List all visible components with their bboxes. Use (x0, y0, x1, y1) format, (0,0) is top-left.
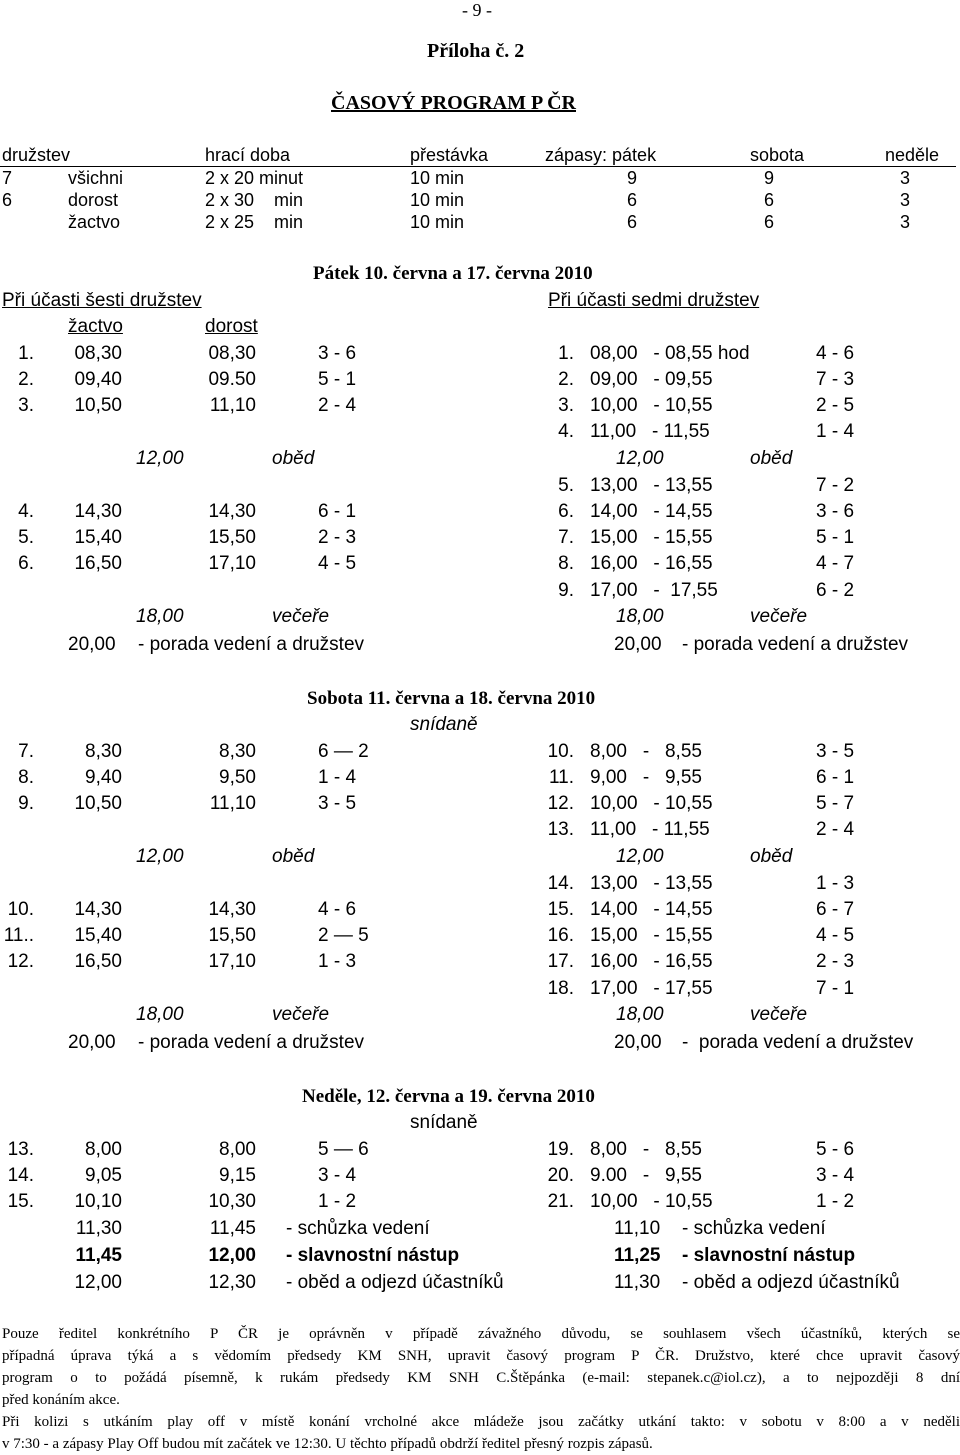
match-time-range: 14,00 - 14,55 (590, 899, 713, 920)
table-cell: 6 (627, 190, 638, 210)
match-time-range: 10,00 - 10,55 (590, 1191, 713, 1212)
friday-dinner-time-left: 18,00 (136, 606, 184, 627)
match-pairing: 3 - 5 (816, 741, 855, 762)
match-pairing: 3 - 4 (318, 1165, 357, 1186)
match-time-range: 08,00 - 08,55 hod (590, 343, 750, 364)
match-number: 16. (547, 925, 574, 946)
match-pairing: 1 - 3 (318, 951, 357, 972)
table-header-saturday: sobota (750, 145, 805, 165)
table-cell: 3 (900, 190, 911, 210)
match-pairing: 5 - 7 (816, 793, 855, 814)
match-time-range: 13,00 - 13,55 (590, 475, 713, 496)
match-number: 10. (547, 741, 574, 762)
match-pairing: 6 - 1 (318, 501, 357, 522)
match-number: 13. (547, 819, 574, 840)
friday-dinner-right: večeře (750, 606, 808, 627)
match-number: 3. (558, 395, 574, 416)
event-description: - slavnostní nástup (286, 1245, 460, 1266)
match-pairing: 5 - 6 (816, 1139, 855, 1160)
match-number: 15. (547, 899, 574, 920)
match-number: 8. (18, 767, 34, 788)
match-time-dorost: 8,30 (219, 741, 256, 762)
match-number: 19. (547, 1139, 574, 1160)
match-number: 20. (547, 1165, 574, 1186)
match-number: 6. (18, 553, 34, 574)
friday-six-teams-heading: Při účasti šesti družstev (2, 290, 202, 311)
match-number: 9. (18, 793, 34, 814)
saturday-dinner-left: večeře (272, 1004, 330, 1025)
footer-line: Pouze ředitel konkrétního P ČR je oprávněn v případě závažného důvodu, se souhlasem všech účastníků, kterých se (2, 1326, 960, 1342)
match-time-range: 13,00 - 13,55 (590, 873, 713, 894)
match-time-dorost: 9,50 (219, 767, 256, 788)
match-pairing: 4 - 7 (816, 553, 855, 574)
match-time-range: 10,00 - 10,55 (590, 395, 713, 416)
footer-line: v 7:30 - a zápasy Play Off budou mít začátek ve 12:30. U těchto případů obdrží ředitel přesný rozpis zápasů. (2, 1436, 653, 1452)
match-time-zactvo: 8,00 (85, 1139, 122, 1160)
match-time-dorost: 11,10 (209, 395, 256, 416)
match-time-range: 9.00 - 9,55 (590, 1165, 702, 1186)
saturday-lunch-time-right: 12,00 (616, 846, 664, 867)
footer-notes (2, 1323, 960, 1455)
match-time-dorost: 8,00 (219, 1139, 256, 1160)
event-time-end: 11,45 (209, 1218, 256, 1239)
table-cell: 10 min (410, 190, 465, 210)
event-time-start: 11,30 (75, 1218, 122, 1239)
match-number: 15. (7, 1191, 34, 1212)
friday-lunch-right: oběd (750, 448, 793, 469)
match-pairing: 7 - 1 (816, 978, 855, 999)
match-pairing: 1 - 3 (816, 873, 855, 894)
friday-dinner-time-right: 18,00 (616, 606, 664, 627)
friday-seven-teams-heading: Při účasti sedmi družstev (548, 290, 760, 311)
table-header-break: přestávka (410, 145, 489, 165)
event-time: 11,30 (614, 1272, 661, 1293)
table-cell: žactvo (68, 212, 121, 232)
table-cell: všichni (68, 168, 124, 188)
friday-meeting-right: - porada vedení a družstev (682, 634, 909, 655)
match-pairing: 3 - 5 (318, 793, 357, 814)
table-cell: 2 x 30 min (205, 190, 304, 210)
match-time-range: 15,00 - 15,55 (590, 925, 713, 946)
friday-lunch-time-left: 12,00 (136, 448, 184, 469)
footer-line: program o to požádá písemně, k rukám předsedy KM SNH C.Štěpánka (e-mail: stepanek.c@iol.cz), a to nejpozději 8 dní (2, 1370, 960, 1386)
match-pairing: 1 - 2 (816, 1191, 855, 1212)
event-time: 11,10 (614, 1218, 661, 1239)
table-header-game-time: hrací doba (205, 145, 291, 165)
match-time-dorost: 10,30 (208, 1191, 256, 1212)
friday-meeting-left: - porada vedení a družstev (138, 634, 365, 655)
table-header-sunday: neděle (885, 145, 940, 165)
friday-dinner-left: večeře (272, 606, 330, 627)
match-time-dorost: 09.50 (208, 369, 256, 390)
match-number: 13. (7, 1139, 34, 1160)
match-time-zactvo: 15,40 (74, 527, 122, 548)
match-time-zactvo: 16,50 (74, 951, 122, 972)
friday-col-dorost: dorost (205, 316, 258, 337)
table-cell: dorost (68, 190, 119, 210)
match-pairing: 3 - 6 (816, 501, 855, 522)
match-time-range: 11,00 - 11,55 (590, 819, 710, 840)
saturday-lunch-right: oběd (750, 846, 793, 867)
sunday-breakfast: snídaně (410, 1112, 478, 1133)
table-cell: 9 (627, 168, 638, 188)
match-pairing: 4 - 6 (816, 343, 855, 364)
table-header-friday: zápasy: pátek (545, 145, 657, 165)
saturday-meeting-time-left: 20,00 (68, 1032, 116, 1053)
match-number: 5. (18, 527, 34, 548)
event-description: - schůzka vedení (286, 1218, 430, 1239)
table-cell: 6 (2, 190, 13, 210)
match-pairing: 4 - 5 (816, 925, 855, 946)
saturday-heading: Sobota 11. června a 18. června 2010 (307, 688, 596, 709)
match-time-dorost: 14,30 (208, 899, 256, 920)
match-time-zactvo: 09,40 (74, 369, 122, 390)
match-pairing: 2 - 4 (318, 395, 357, 416)
event-time-start: 11,45 (75, 1245, 122, 1266)
match-time-dorost: 9,15 (219, 1165, 256, 1186)
match-time-zactvo: 10,10 (74, 1191, 122, 1212)
match-time-dorost: 08,30 (208, 343, 256, 364)
match-time-range: 10,00 - 10,55 (590, 793, 713, 814)
saturday-meeting-time-right: 20,00 (614, 1032, 662, 1053)
match-time-range: 16,00 - 16,55 (590, 951, 713, 972)
event-time: 11,25 (614, 1245, 661, 1266)
match-time-zactvo: 10,50 (74, 793, 122, 814)
event-description: - oběd a odjezd účastníků (286, 1272, 504, 1293)
event-description: - schůzka vedení (682, 1218, 826, 1239)
page-title: ČASOVÝ PROGRAM P ČR (331, 92, 576, 114)
event-time-end: 12,30 (208, 1272, 256, 1293)
appendix-label: Příloha č. 2 (427, 40, 525, 62)
match-number: 9. (558, 580, 574, 601)
table-cell: 7 (2, 168, 13, 188)
match-pairing: 2 - 3 (816, 951, 855, 972)
event-description: - slavnostní nástup (682, 1245, 856, 1266)
match-pairing: 2 - 5 (816, 395, 855, 416)
match-number: 1. (558, 343, 574, 364)
match-time-zactvo: 9,05 (85, 1165, 122, 1186)
friday-meeting-time-right: 20,00 (614, 634, 662, 655)
match-pairing: 6 - 7 (816, 899, 855, 920)
match-time-range: 14,00 - 14,55 (590, 501, 713, 522)
match-number: 14. (547, 873, 574, 894)
match-number: 4. (18, 501, 34, 522)
match-time-zactvo: 10,50 (74, 395, 122, 416)
match-pairing: 5 — 6 (318, 1139, 369, 1160)
footer-line: případná úprava týká a s vědomím předsedy KM SNH, upravit časový program P ČR. Družstvo, které chce upravit časový (2, 1348, 960, 1364)
table-cell: 6 (764, 190, 775, 210)
match-time-dorost: 15,50 (208, 527, 256, 548)
match-time-range: 8,00 - 8,55 (590, 741, 702, 762)
table-cell: 6 (627, 212, 638, 232)
match-number: 4. (558, 421, 574, 442)
match-pairing: 6 - 1 (816, 767, 855, 788)
match-number: 12. (7, 951, 34, 972)
match-time-dorost: 17,10 (208, 553, 256, 574)
match-pairing: 2 - 4 (816, 819, 855, 840)
saturday-breakfast: snídaně (410, 714, 478, 735)
match-time-range: 9,00 - 9,55 (590, 767, 702, 788)
match-number: 5. (558, 475, 574, 496)
match-pairing: 4 - 6 (318, 899, 357, 920)
match-pairing: 5 - 1 (816, 527, 855, 548)
friday-col-zactvo: žactvo (68, 316, 123, 337)
saturday-meeting-right: - porada vedení a družstev (682, 1032, 914, 1053)
table-cell: 6 (764, 212, 775, 232)
saturday-dinner-time-right: 18,00 (616, 1004, 664, 1025)
match-number: 18. (547, 978, 574, 999)
match-pairing: 7 - 3 (816, 369, 855, 390)
match-time-zactvo: 14,30 (74, 899, 122, 920)
sunday-heading: Neděle, 12. června a 19. června 2010 (302, 1086, 595, 1107)
match-number: 6. (558, 501, 574, 522)
match-number: 2. (558, 369, 574, 390)
match-number: 17. (547, 951, 574, 972)
match-time-zactvo: 16,50 (74, 553, 122, 574)
match-pairing: 3 - 6 (318, 343, 357, 364)
match-time-range: 16,00 - 16,55 (590, 553, 713, 574)
match-time-zactvo: 9,40 (85, 767, 122, 788)
match-time-dorost: 11,10 (209, 793, 256, 814)
match-pairing: 2 — 5 (318, 925, 369, 946)
match-time-zactvo: 08,30 (74, 343, 122, 364)
match-pairing: 7 - 2 (816, 475, 855, 496)
table-cell: 10 min (410, 212, 465, 232)
match-pairing: 4 - 5 (318, 553, 357, 574)
saturday-meeting-left: - porada vedení a družstev (138, 1032, 365, 1053)
match-number: 12. (547, 793, 574, 814)
match-time-dorost: 14,30 (208, 501, 256, 522)
match-pairing: 1 - 2 (318, 1191, 357, 1212)
match-time-dorost: 17,10 (208, 951, 256, 972)
footer-line: Při kolizi s utkáním play off v místě konání vrcholné akce mládeže jsou začátky utkání takto: v sobotu v 8:00 a v neděli (2, 1414, 960, 1430)
saturday-lunch-time-left: 12,00 (136, 846, 184, 867)
match-number: 11. (548, 767, 574, 788)
match-time-range: 17,00 - 17,55 (590, 580, 718, 601)
match-time-dorost: 15,50 (208, 925, 256, 946)
saturday-dinner-time-left: 18,00 (136, 1004, 184, 1025)
match-number: 2. (18, 369, 34, 390)
event-time-end: 12,00 (208, 1245, 256, 1266)
friday-meeting-time-left: 20,00 (68, 634, 116, 655)
match-pairing: 1 - 4 (318, 767, 357, 788)
table-cell: 2 x 20 minut (205, 168, 304, 188)
match-pairing: 3 - 4 (816, 1165, 855, 1186)
saturday-lunch-left: oběd (272, 846, 315, 867)
page-number: - 9 - (462, 0, 492, 20)
match-pairing: 5 - 1 (318, 369, 357, 390)
match-pairing: 6 - 2 (816, 580, 855, 601)
saturday-dinner-right: večeře (750, 1004, 808, 1025)
match-pairing: 2 - 3 (318, 527, 357, 548)
table-cell: 10 min (410, 168, 465, 188)
friday-heading: Pátek 10. června a 17. června 2010 (313, 263, 593, 284)
match-number: 11.. (3, 925, 34, 946)
footer-line: před konáním akce. (2, 1392, 120, 1408)
match-time-range: 8,00 - 8,55 (590, 1139, 702, 1160)
match-time-range: 15,00 - 15,55 (590, 527, 713, 548)
table-cell: 3 (900, 212, 911, 232)
match-number: 14. (7, 1165, 34, 1186)
match-time-range: 11,00 - 11,55 (590, 421, 710, 442)
match-time-zactvo: 15,40 (74, 925, 122, 946)
match-time-zactvo: 8,30 (85, 741, 122, 762)
match-time-zactvo: 14,30 (74, 501, 122, 522)
match-number: 7. (558, 527, 574, 548)
friday-lunch-time-right: 12,00 (616, 448, 664, 469)
friday-lunch-left: oběd (272, 448, 315, 469)
table-cell: 9 (764, 168, 775, 188)
match-pairing: 6 — 2 (318, 741, 369, 762)
match-time-range: 17,00 - 17,55 (590, 978, 713, 999)
table-header-teams: družstev (2, 145, 71, 165)
match-number: 10. (7, 899, 34, 920)
table-cell: 3 (900, 168, 911, 188)
event-description: - oběd a odjezd účastníků (682, 1272, 900, 1293)
match-number: 21. (547, 1191, 574, 1212)
match-number: 7. (18, 741, 34, 762)
table-header-rule (0, 166, 956, 167)
match-pairing: 1 - 4 (816, 421, 855, 442)
match-number: 1. (18, 343, 34, 364)
table-cell: 2 x 25 min (205, 212, 304, 232)
event-time-start: 12,00 (74, 1272, 122, 1293)
match-number: 8. (558, 553, 574, 574)
match-number: 3. (18, 395, 34, 416)
match-time-range: 09,00 - 09,55 (590, 369, 713, 390)
